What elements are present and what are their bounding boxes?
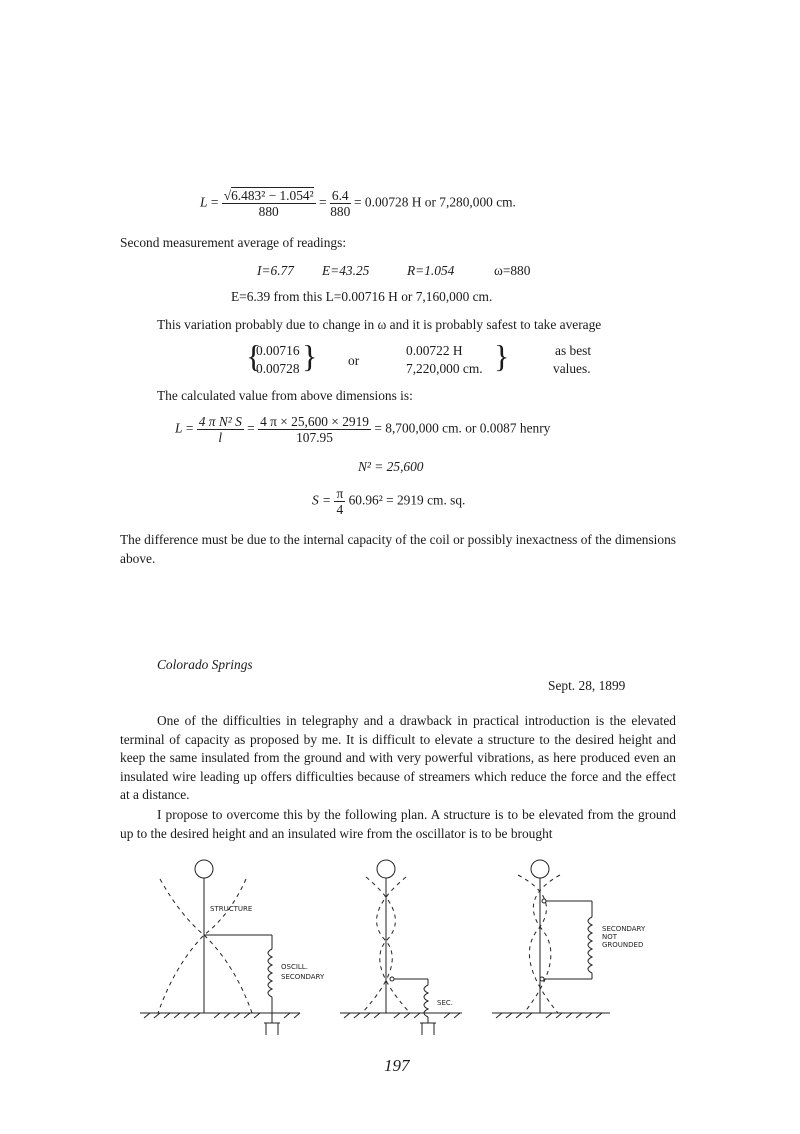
value-0.00722: 0.00722 H (406, 343, 463, 358)
left-brace-open: { (246, 338, 262, 374)
label-oscill: OSCILL. (281, 963, 308, 971)
calc-heading: The calculated value from above dimensions is: (157, 388, 413, 403)
left-brace-close: } (302, 338, 318, 374)
value-0.00728: 0.00728 (256, 361, 300, 376)
values-word: values. (553, 361, 591, 376)
value-7220000: 7,220,000 cm. (406, 361, 483, 376)
eq2-result: = 8,700,000 cm. or 0.0087 henry (374, 420, 551, 436)
eq2-fraction-2 (258, 414, 371, 445)
eq2-den1: l (218, 430, 223, 445)
terminal-ball-2 (377, 860, 395, 878)
eq1-result: = 0.00728 H or 7,280,000 cm. (354, 194, 516, 210)
readings-i: I=6.77 (257, 263, 294, 278)
place-heading: Colorado Springs (157, 657, 253, 672)
eq1-den2: 880 (330, 204, 351, 219)
page-number: 197 (384, 1056, 410, 1075)
eq1-lhs: L (200, 194, 208, 210)
value-0.00716: 0.00716 (256, 343, 300, 358)
label-secondary-2: SECONDARY (602, 925, 646, 933)
diagram-structure (140, 860, 300, 1035)
equation-1: L = $\frac{\text{√6.483² − 1.054²}}{880}$ = $\frac{6.4}{880}$ = 0.00728 H or 7,280,000 cm. (200, 188, 516, 219)
n-squared: N² = 25,600 (358, 459, 424, 474)
e-line: E=6.39 from this L=0.00716 H or 7,160,000 cm. (231, 289, 493, 304)
readings-r: R=1.054 (407, 263, 455, 278)
eq3-num: π (336, 486, 344, 501)
diagram-not-grounded (492, 860, 610, 1018)
date-line: Sept. 28, 1899 (548, 678, 626, 693)
label-secondary: SECONDARY (281, 973, 325, 981)
values-or: or (348, 353, 360, 368)
readings-e: E=43.25 (322, 263, 370, 278)
eq2-fraction-1 (197, 414, 244, 445)
eq3-fraction (334, 486, 345, 517)
eq2-num2: 4 π × 25,600 × 2919 (260, 414, 369, 429)
eq3-rest: 60.96² = 2919 cm. sq. (348, 492, 466, 508)
label-not: NOT (602, 933, 618, 941)
eq2-num1: 4 π N² S (198, 414, 242, 429)
difference-paragraph: The difference must be due to the internal capacity of the coil or possibly inexactness of the dimensions above. (120, 532, 676, 566)
eq1-radicand: 6.483² − 1.054² (231, 188, 314, 203)
eq3-lhs: S = (312, 492, 332, 508)
terminal-ball-1 (195, 860, 213, 878)
eq2-den2: 107.95 (296, 430, 333, 445)
label-sec: SEC. (437, 999, 453, 1007)
as-best: as best (555, 343, 592, 358)
readings-omega: ω=880 (494, 263, 531, 278)
eq3-den: 4 (336, 502, 344, 517)
eq1-fraction-1: $\frac{\text{√6.483² − 1.054²}}{880}$ (223, 188, 314, 219)
eq1-den1: 880 (258, 204, 279, 219)
label-grounded: GROUNDED (602, 941, 644, 949)
eq2-lhs: L (175, 420, 183, 436)
paragraph-2: I propose to overcome this by the following plan. A structure is to be elevated from the ground up to the desired height and an insulated wire from the oscillator is to be brought (120, 807, 676, 841)
variation-line: This variation probably due to change in ω and it is probably safest to take average (157, 317, 602, 332)
figure-diagram (140, 855, 660, 1045)
eq1-num2: 6.4 (331, 188, 349, 203)
right-brace: } (494, 338, 510, 374)
eq1-fraction-2 (330, 188, 351, 219)
terminal-ball-3 (531, 860, 549, 878)
diagram-sec (340, 860, 462, 1035)
second-measurement-heading: Second measurement average of readings: (120, 235, 347, 250)
equation-2: L = $\frac{\text{4 π N² S}}{l}$ = $\frac{4 \pi \times 25,600 \times 2919}{107.95}$ = 8,700,000 cm. or 0.0087 henry (175, 414, 551, 445)
equation-3 (312, 486, 465, 517)
label-structure: STRUCTURE (210, 905, 253, 913)
paragraph-1: One of the difficulties in telegraphy and a drawback in practical introduction is the elevated terminal of capacity as proposed by me. It is difficult to elevate a structure to the desired height and keep the same insulated from the ground and with very powerful vibrations, as here produced even an insulated wire leading up offers difficulties because of streamers which reduce the force and the effect at a distance. (120, 713, 676, 802)
